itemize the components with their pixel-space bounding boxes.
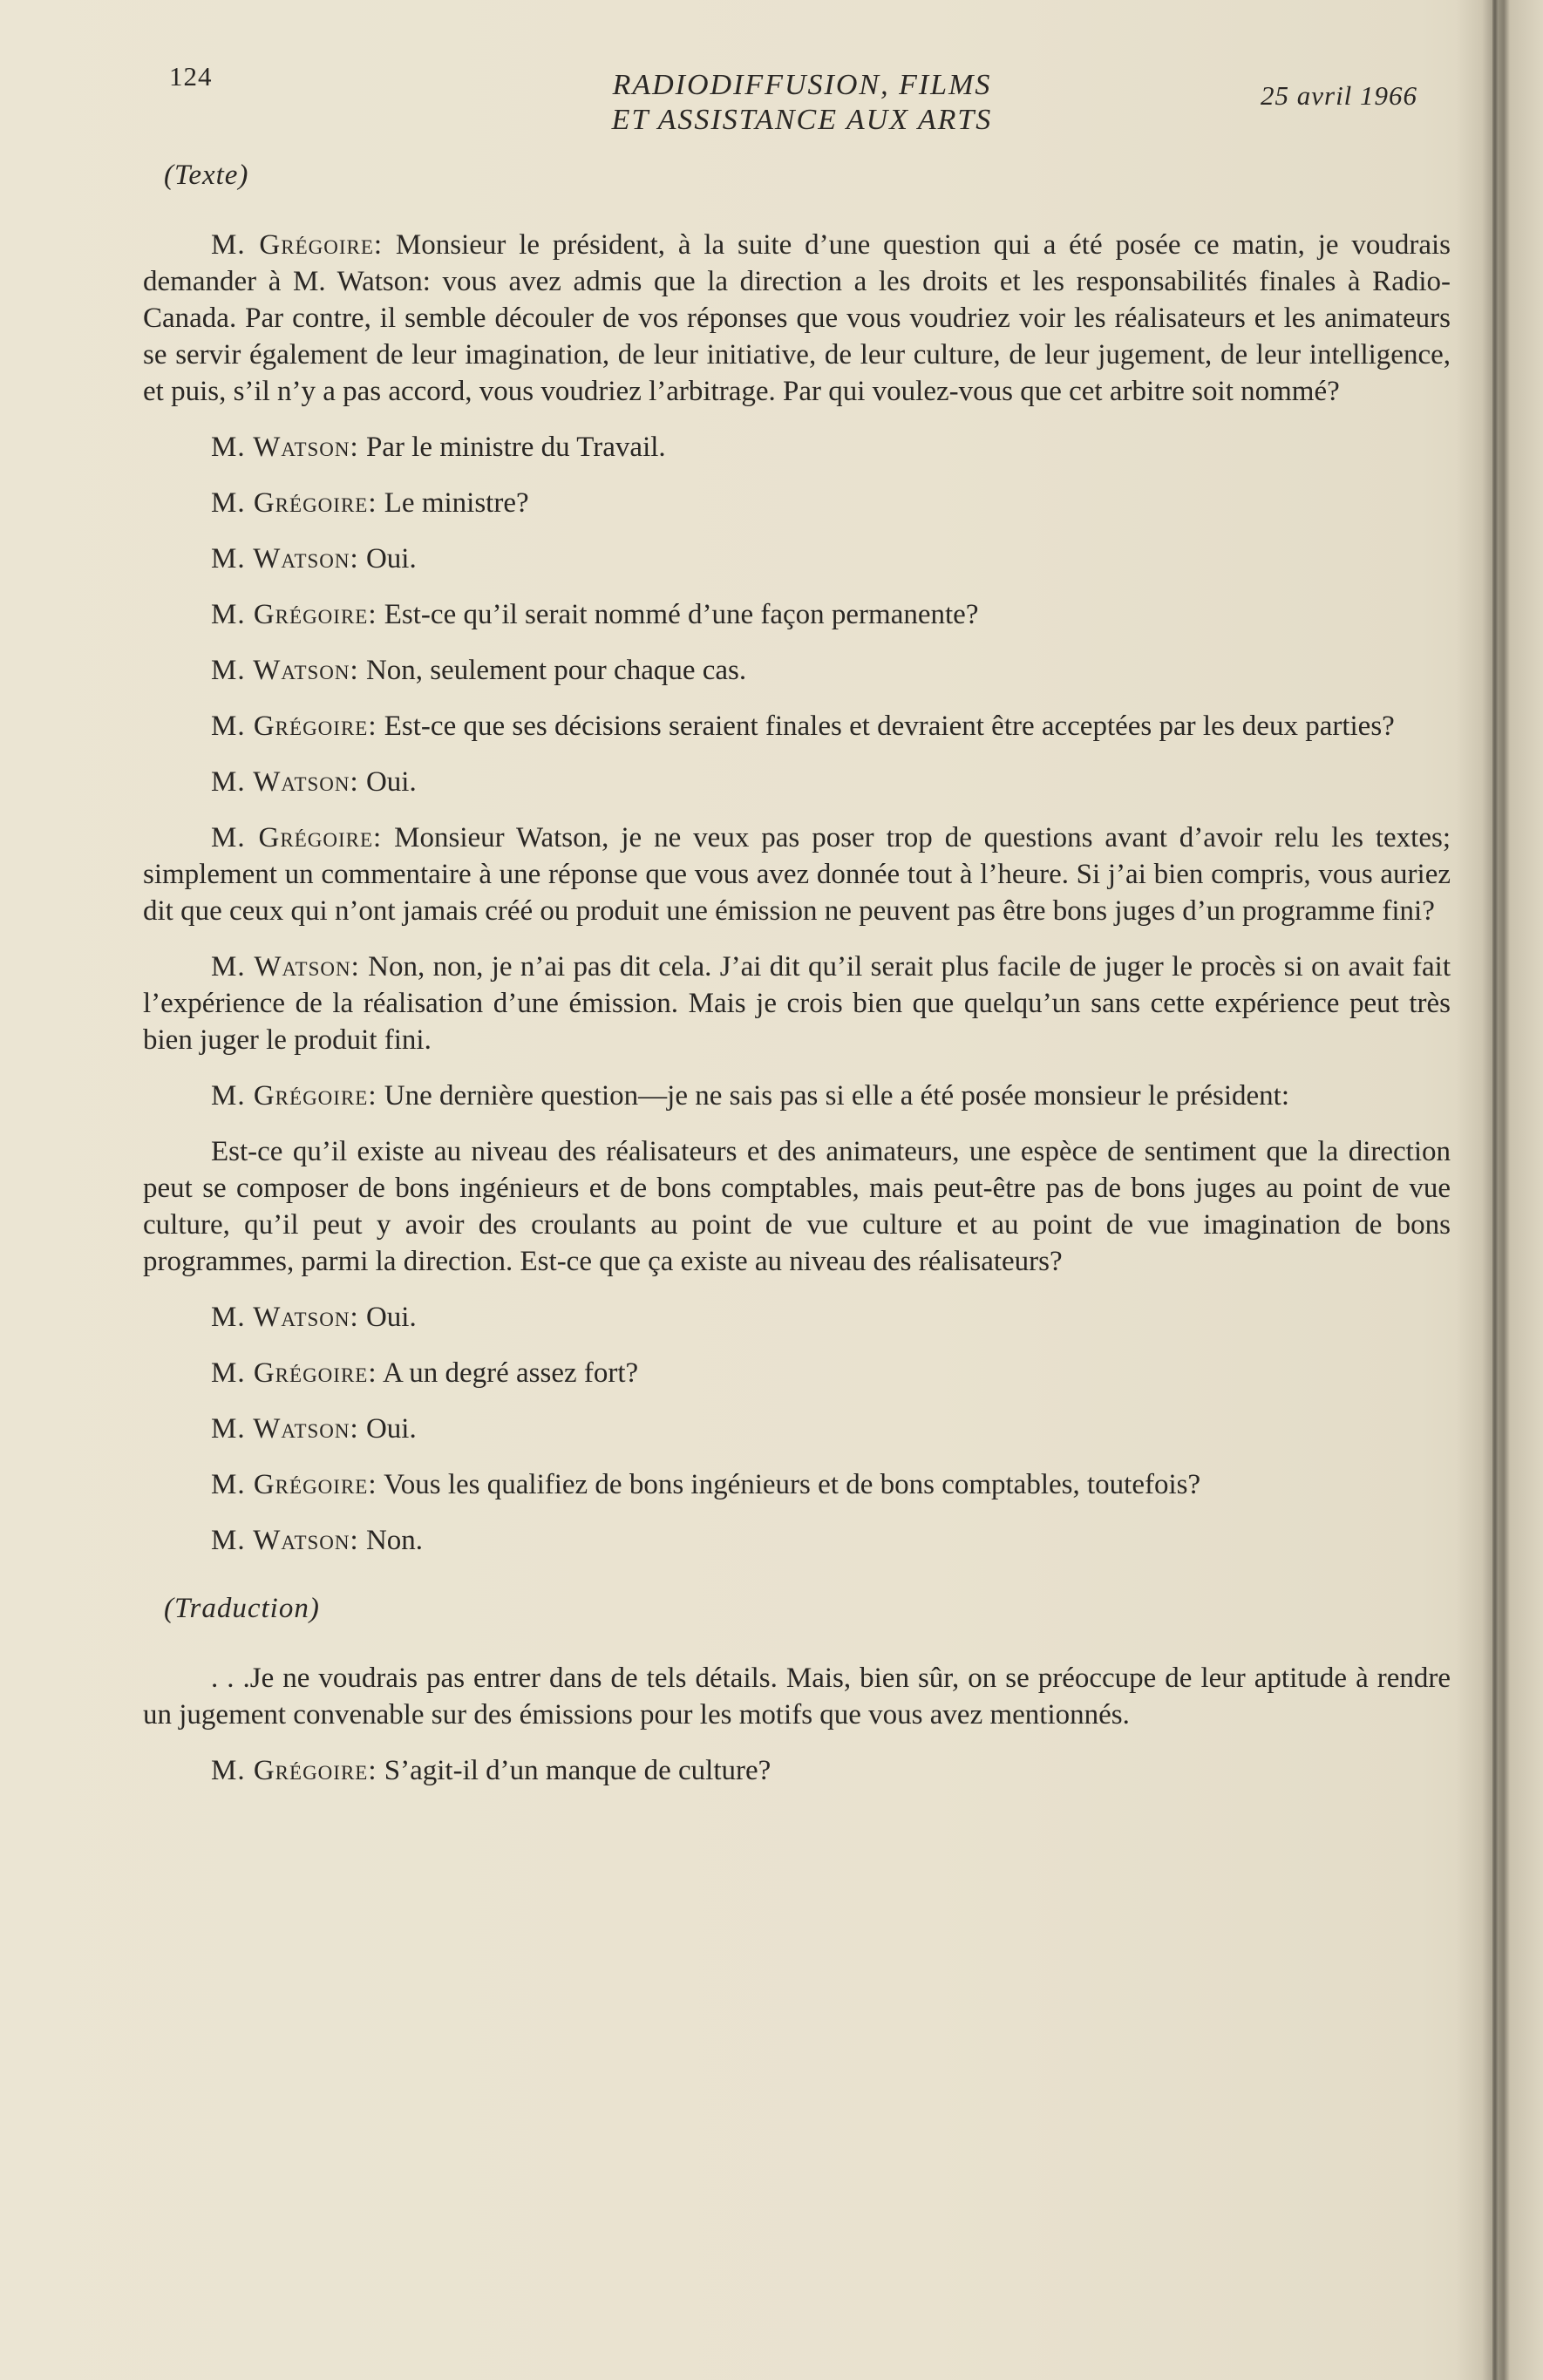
paragraph	[143, 949, 1451, 1058]
paragraph	[143, 227, 1451, 410]
page-binding-edge	[1492, 0, 1498, 2380]
paragraph	[143, 764, 1451, 800]
paragraph	[143, 1411, 1451, 1447]
speaker-name: M. Grégoire:	[211, 822, 383, 853]
speaker-name: M. Grégoire:	[211, 1357, 377, 1389]
running-title	[558, 68, 1046, 138]
paragraph	[143, 1660, 1451, 1733]
paragraph-text: Le ministre?	[384, 487, 529, 519]
paragraph-text: Oui.	[365, 766, 417, 798]
paragraph	[143, 819, 1451, 929]
paragraph	[143, 1752, 1451, 1789]
page-gutter-shadow	[1456, 0, 1543, 2380]
paragraph-text: Est-ce qu’il serait nommé d’une façon permanente?	[384, 599, 979, 630]
page-number: 124	[169, 61, 213, 92]
paragraph-text: S’agit-il d’un manque de culture?	[384, 1755, 772, 1786]
paragraph-text: Par le ministre du Travail.	[365, 432, 666, 463]
paragraph-text: Monsieur Watson, je ne veux pas poser trop de questions avant d’avoir relu les textes; simplement un commentaire à une réponse que vous avez donnée tout à l’heure. Si j’ai bien compris, vous auriez dit que ceux qui n’ont jamais créé ou produit une émission ne peuvent pas être bons juges d’un programme fini?	[143, 822, 1451, 927]
paragraph	[143, 485, 1451, 521]
paragraph	[143, 541, 1451, 577]
paragraph	[143, 1355, 1451, 1391]
speaker-name: M. Grégoire:	[211, 487, 377, 519]
speaker-name: M. Watson:	[211, 432, 359, 463]
speaker-name: M. Grégoire:	[211, 1755, 377, 1786]
paragraph-text: Oui.	[365, 1302, 417, 1333]
paragraph-text: Est-ce que ses décisions seraient finales et devraient être acceptées par les deux parties?	[384, 711, 1395, 742]
paragraph-text: Vous les qualifiez de bons ingénieurs et de bons comptables, toutefois?	[384, 1469, 1201, 1500]
paragraph-text: Une dernière question—je ne sais pas si elle a été posée monsieur le président:	[384, 1080, 1290, 1112]
speaker-name: M. Watson:	[211, 1413, 359, 1445]
paragraph-text: Monsieur le président, à la suite d’une question qui a été posée ce matin, je voudrais demander à M. Watson: vous avez admis que la direction a les droits et les responsabilités finales à Radio-Canada. Par contre, il semble découler de vos réponses que vous voudriez voir les réalisateurs et les animateurs se servir également de leur imagination, de leur initiative, de leur culture, de leur jugement, de leur intelligence, et puis, s’il n’y a pas accord, vous voudriez l’arbitrage. Par qui voulez-vous que cet arbitre soit nommé?	[143, 229, 1451, 407]
paragraph-text: Oui.	[365, 543, 417, 575]
speaker-name: M. Watson:	[211, 766, 359, 798]
paragraph	[143, 708, 1451, 745]
paragraph-text: Non, seulement pour chaque cas.	[365, 655, 747, 686]
paragraphs-texte	[143, 227, 1451, 1559]
speaker-name: M. Grégoire:	[211, 1080, 377, 1112]
section-label-traduction: (Traduction)	[164, 1593, 320, 1624]
running-header	[0, 61, 1543, 148]
paragraph	[143, 1466, 1451, 1503]
paragraph	[143, 1078, 1451, 1114]
header-date: 25 avril 1966	[1261, 80, 1418, 111]
speaker-name: M. Watson:	[211, 951, 360, 983]
paragraph	[143, 1299, 1451, 1336]
paragraph	[143, 1133, 1451, 1280]
speaker-name: M. Grégoire:	[211, 229, 384, 261]
speaker-name: M. Watson:	[211, 1302, 359, 1333]
transcript-body	[143, 157, 1451, 1808]
paragraph	[143, 596, 1451, 633]
speaker-name: M. Grégoire:	[211, 711, 377, 742]
paragraph-text: . . .Je ne voudrais pas entrer dans de tels détails. Mais, bien sûr, on se préoccupe de leur aptitude à rendre un jugement convenable sur des émissions pour les motifs que vous avez mentionnés.	[143, 1663, 1451, 1731]
speaker-name: M. Grégoire:	[211, 1469, 377, 1500]
paragraph-text: Non, non, je n’ai pas dit cela. J’ai dit qu’il serait plus facile de juger le procès si on avait fait l’expérience de la réalisation d’une émission. Mais je crois bien que quelqu’un sans cette expérience peut très bien juger le produit fini.	[143, 951, 1451, 1056]
paragraph	[143, 652, 1451, 689]
paragraph-text: A un degré assez fort?	[382, 1357, 639, 1389]
paragraph-text: Est-ce qu’il existe au niveau des réalisateurs et des animateurs, une espèce de sentiment que la direction peut se composer de bons ingénieurs et de bons comptables, mais peut-être pas de bons juges au point de vue culture, qu’il peut y avoir des croulants au point de vue culture et au point de vue imagination de bons programmes, parmi la direction. Est-ce que ça existe au niveau des réalisateurs?	[143, 1136, 1451, 1277]
paragraph-text: Non.	[365, 1525, 424, 1556]
running-title-line-1: RADIODIFFUSION, FILMS	[612, 69, 992, 101]
speaker-name: M. Watson:	[211, 1525, 359, 1556]
paragraph	[143, 1522, 1451, 1559]
paragraphs-traduction	[143, 1660, 1451, 1789]
speaker-name: M. Watson:	[211, 543, 359, 575]
paragraph	[143, 429, 1451, 466]
running-title-line-2: ET ASSISTANCE AUX ARTS	[611, 104, 993, 136]
speaker-name: M. Watson:	[211, 655, 359, 686]
paragraph-text: Oui.	[365, 1413, 417, 1445]
speaker-name: M. Grégoire:	[211, 599, 377, 630]
section-label-texte: (Texte)	[164, 160, 249, 191]
